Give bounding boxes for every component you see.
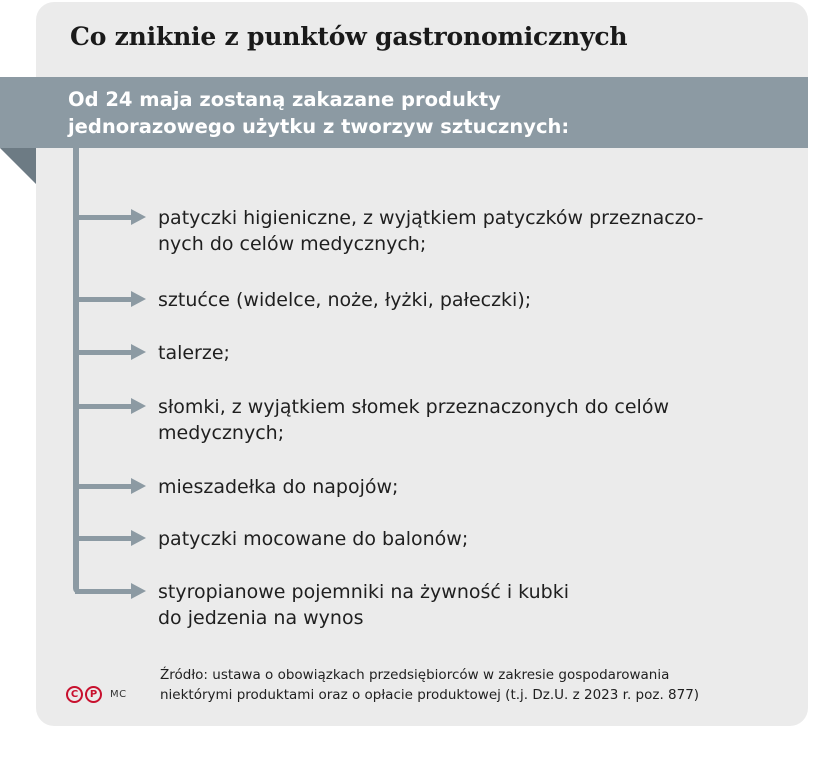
arrow-right-icon xyxy=(131,478,146,494)
source-line-1: Źródło: ustawa o obowiązkach przedsiębiorców w zakresie gospodarowania xyxy=(160,667,670,683)
list-item-line-1: patyczki higieniczne, z wyjątkiem patyczków przeznaczo- xyxy=(158,207,704,229)
list-item xyxy=(158,394,778,446)
list-item xyxy=(158,340,778,366)
banner-line-2: jednorazowego użytku z tworzyw sztucznych: xyxy=(68,115,570,138)
arrow-right-icon xyxy=(131,583,146,599)
list-item-line-1: styropianowe pojemniki na żywność i kubki xyxy=(158,581,569,603)
arrow-right-icon xyxy=(131,291,146,307)
press-icon: P xyxy=(85,686,102,703)
list-item-line-2: nych do celów medycznych; xyxy=(158,233,427,255)
arrow-right-icon xyxy=(131,209,146,225)
list-item-line-1: sztućce (widelce, noże, łyżki, pałeczki); xyxy=(158,289,532,311)
branch-connector xyxy=(75,350,133,355)
list-item xyxy=(158,474,778,500)
banner-text xyxy=(68,86,788,140)
credits xyxy=(66,686,127,703)
list-item xyxy=(158,526,778,552)
branch-connector xyxy=(75,589,133,594)
arrow-right-icon xyxy=(131,344,146,360)
list-item-line-2: medycznych; xyxy=(158,422,285,444)
source-note xyxy=(160,665,800,705)
source-line-2: niektórymi produktami oraz o opłacie produktowej (t.j. Dz.U. z 2023 r. poz. 877) xyxy=(160,687,700,703)
list-item-line-1: talerze; xyxy=(158,342,230,364)
arrow-right-icon xyxy=(131,530,146,546)
branch-connector xyxy=(75,215,133,220)
banner-line-1: Od 24 maja zostaną zakazane produkty xyxy=(68,88,501,111)
branch-connector xyxy=(75,297,133,302)
arrow-right-icon xyxy=(131,398,146,414)
list-item-line-1: mieszadełka do napojów; xyxy=(158,476,399,498)
branch-connector xyxy=(75,484,133,489)
list-item-line-2: do jedzenia na wynos xyxy=(158,607,364,629)
copyright-icon: C xyxy=(66,686,83,703)
list-item-line-1: słomki, z wyjątkiem słomek przeznaczonych do celów xyxy=(158,396,669,418)
list-item-line-1: patyczki mocowane do balonów; xyxy=(158,528,469,550)
list-item xyxy=(158,287,778,313)
branch-connector xyxy=(75,404,133,409)
banner-fold xyxy=(0,148,36,184)
list-item xyxy=(158,205,778,257)
author-initials: MC xyxy=(110,689,127,700)
branch-connector xyxy=(75,536,133,541)
list-item xyxy=(158,579,778,631)
infographic-title: Co zniknie z punktów gastronomicznych xyxy=(70,22,628,51)
